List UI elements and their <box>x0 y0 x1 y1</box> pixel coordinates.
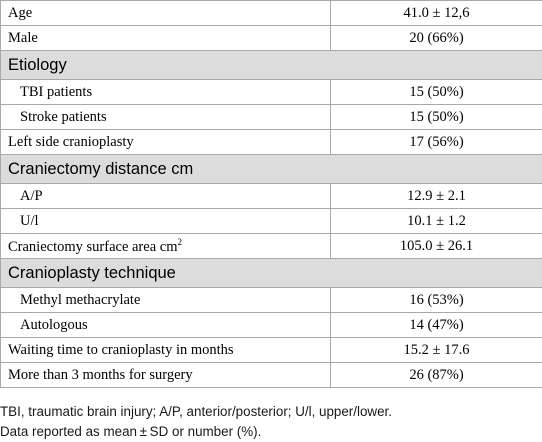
row-value: 17 (56%) <box>331 130 542 155</box>
table-row <box>1 26 542 51</box>
footnote-abbreviations: TBI, traumatic brain injury; A/P, anterior/posterior; U/l, upper/lower. <box>0 404 392 419</box>
row-label: Autologous <box>1 313 331 338</box>
section-title: Craniectomy distance cm <box>1 155 542 184</box>
table-row <box>1 363 542 388</box>
table-row <box>1 105 542 130</box>
row-value: 10.1 ± 1.2 <box>331 209 542 234</box>
superscript-exponent: 2 <box>177 236 182 247</box>
row-value: 16 (53%) <box>331 288 542 313</box>
row-label-cell <box>1 234 331 259</box>
section-header-etiology <box>1 51 542 80</box>
table-row <box>1 234 542 259</box>
footnote-data-format: Data reported as mean ± SD or number (%). <box>0 424 262 439</box>
row-value: 15 (50%) <box>331 105 542 130</box>
row-value: 105.0 ± 26.1 <box>331 234 542 259</box>
table-row <box>1 209 542 234</box>
row-label: Methyl methacrylate <box>1 288 331 313</box>
row-label: Stroke patients <box>1 105 331 130</box>
row-label: A/P <box>1 184 331 209</box>
row-value: 15.2 ± 17.6 <box>331 338 542 363</box>
row-label: Age <box>1 1 331 26</box>
section-title: Cranioplasty technique <box>1 259 542 288</box>
row-label: U/l <box>1 209 331 234</box>
table-footnotes <box>0 402 392 442</box>
row-label: Waiting time to cranioplasty in months <box>1 338 331 363</box>
row-label: Male <box>1 26 331 51</box>
row-value: 14 (47%) <box>331 313 542 338</box>
row-value: 12.9 ± 2.1 <box>331 184 542 209</box>
row-label: Craniectomy surface area cm <box>8 238 178 255</box>
table-row <box>1 313 542 338</box>
table-row <box>1 338 542 363</box>
table-row <box>1 288 542 313</box>
row-value: 26 (87%) <box>331 363 542 388</box>
table-row <box>1 184 542 209</box>
table-row <box>1 80 542 105</box>
row-label: TBI patients <box>1 80 331 105</box>
row-value: 20 (66%) <box>331 26 542 51</box>
row-label: More than 3 months for surgery <box>1 363 331 388</box>
section-header-craniectomy-distance <box>1 155 542 184</box>
section-title: Etiology <box>1 51 542 80</box>
row-value: 15 (50%) <box>331 80 542 105</box>
table-row <box>1 1 542 26</box>
row-label: Left side cranioplasty <box>1 130 331 155</box>
section-header-cranioplasty-technique <box>1 259 542 288</box>
table-row <box>1 130 542 155</box>
row-value: 41.0 ± 12,6 <box>331 1 542 26</box>
